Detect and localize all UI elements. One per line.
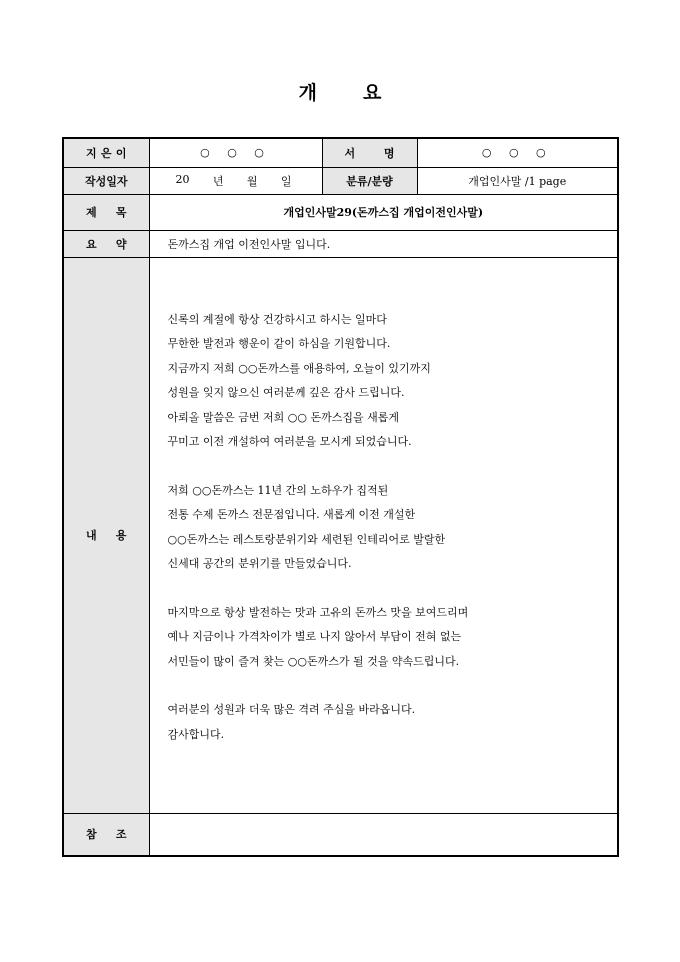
- content-paragraph: 여러분의 성원과 더욱 많은 격려 주심을 바라옵니다. 감사합니다.: [167, 703, 416, 741]
- document-title: [0, 78, 680, 105]
- category-value: 개업인사말 /1 page: [417, 167, 618, 194]
- signature-label: 서 명: [322, 138, 417, 167]
- date-row: [63, 167, 618, 194]
- author-label: 지 은 이: [63, 138, 149, 167]
- content-paragraph: 신록의 계절에 항상 건강하시고 하시는 일마다 무한한 발전과 행운이 같이 하심을 기원합니다. 지금까지 저희 ○○돈까스를 애용하여, 오늘이 있기까지 성원을 잊지 않으신 여러분께 깊은 감사 드립니다. 아뢰올 말씀은 금번 저희 ○○ 돈까스집을 새롭게 꾸미고 이전 개설하여 여러분을 모시게 되었습니다.: [167, 312, 431, 448]
- content-paragraph: 마지막으로 항상 발전하는 맛과 고유의 돈까스 맛을 보여드리며 예나 지금이나 가격차이가 별로 나지 않아서 부담이 전혀 없는 서민들이 많이 즐겨 찾는 ○○돈까스가 될 것을 약속드립니다.: [167, 605, 469, 668]
- subject-value: 개업인사말29(돈까스집 개업이전인사말): [149, 194, 618, 230]
- signature-value: ○ ○ ○: [417, 138, 618, 167]
- document-title-right: 요: [363, 82, 382, 104]
- summary-row: [63, 230, 618, 257]
- subject-label: 제 목: [63, 194, 149, 230]
- document-title-left: 개: [298, 82, 317, 104]
- content-body: [149, 257, 618, 813]
- subject-row: [63, 194, 618, 230]
- document-info-table: [62, 137, 619, 857]
- content-row: [63, 257, 618, 813]
- date-value: 20 년 월 일: [149, 167, 322, 194]
- author-value: ○ ○ ○: [149, 138, 322, 167]
- reference-label: 참 조: [63, 813, 149, 856]
- summary-label: 요 약: [63, 230, 149, 257]
- author-row: [63, 138, 618, 167]
- category-label: 분류/분량: [322, 167, 417, 194]
- summary-value: 돈까스집 개업 이전인사말 입니다.: [149, 230, 618, 257]
- reference-row: [63, 813, 618, 856]
- date-label: 작성일자: [63, 167, 149, 194]
- reference-value: [149, 813, 618, 856]
- content-paragraph: 저희 ○○돈까스는 11년 간의 노하우가 집적된 전통 수제 돈까스 전문점입니다. 새롭게 이전 개설한 ○○돈까스는 레스토랑분위기와 세련된 인테리어로 발랄한 신세대 공간의 분위기를 만들었습니다.: [167, 483, 446, 570]
- content-label: 내 용: [63, 257, 149, 813]
